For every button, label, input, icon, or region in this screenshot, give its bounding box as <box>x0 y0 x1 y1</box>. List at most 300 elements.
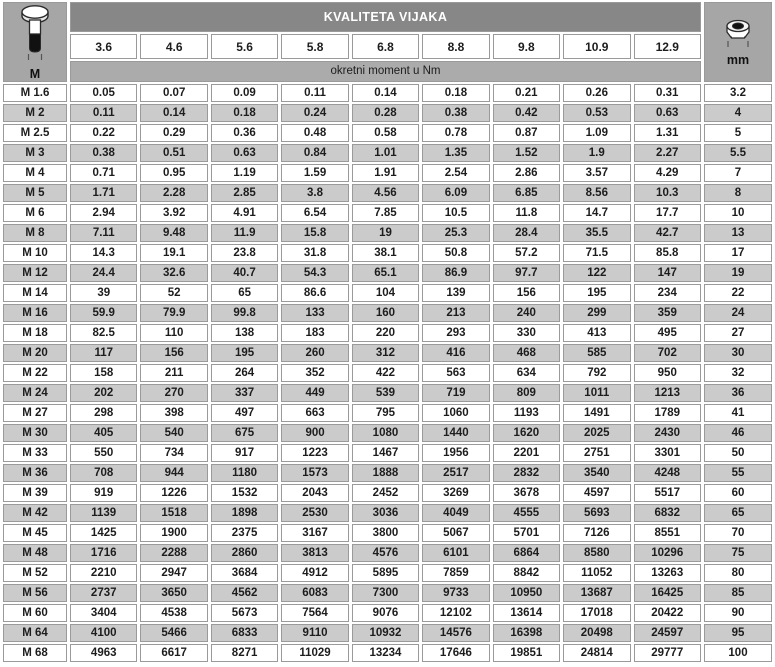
torque-value: 183 <box>281 324 348 342</box>
bolt-size-label: M 42 <box>3 504 67 522</box>
torque-value: 3.8 <box>281 184 348 202</box>
torque-value: 138 <box>211 324 278 342</box>
torque-value: 19.1 <box>140 244 207 262</box>
table-row <box>3 124 772 142</box>
torque-value: 8580 <box>563 544 630 562</box>
torque-value: 0.38 <box>422 104 489 122</box>
torque-value: 5673 <box>211 604 278 622</box>
torque-value: 6864 <box>493 544 560 562</box>
bolt-size-label: M 33 <box>3 444 67 462</box>
torque-value: 1.71 <box>70 184 137 202</box>
torque-value: 497 <box>211 404 278 422</box>
torque-value: 4597 <box>563 484 630 502</box>
torque-value: 52 <box>140 284 207 302</box>
bolt-size-label: M 10 <box>3 244 67 262</box>
torque-value: 900 <box>281 424 348 442</box>
wrench-size-value: 65 <box>704 504 772 522</box>
wrench-size-value: 7 <box>704 164 772 182</box>
torque-value: 234 <box>634 284 702 302</box>
torque-value: 0.51 <box>140 144 207 162</box>
torque-value: 13234 <box>352 644 419 662</box>
bolt-size-label: M 22 <box>3 364 67 382</box>
torque-value: 495 <box>634 324 702 342</box>
torque-value: 14.3 <box>70 244 137 262</box>
torque-value: 9110 <box>281 624 348 642</box>
torque-value: 3540 <box>563 464 630 482</box>
table-row <box>3 624 772 642</box>
torque-value: 5701 <box>493 524 560 542</box>
torque-value: 10950 <box>493 584 560 602</box>
wrench-size-value: 13 <box>704 224 772 242</box>
torque-value: 540 <box>140 424 207 442</box>
torque-value: 0.95 <box>140 164 207 182</box>
torque-value: 1.52 <box>493 144 560 162</box>
wrench-size-value: 10 <box>704 204 772 222</box>
torque-value: 0.48 <box>281 124 348 142</box>
torque-value: 4555 <box>493 504 560 522</box>
torque-value: 1.01 <box>352 144 419 162</box>
torque-value: 1226 <box>140 484 207 502</box>
torque-value: 1223 <box>281 444 348 462</box>
table-row <box>3 424 772 442</box>
torque-value: 917 <box>211 444 278 462</box>
torque-value: 1440 <box>422 424 489 442</box>
torque-value: 4100 <box>70 624 137 642</box>
torque-value: 264 <box>211 364 278 382</box>
bolt-size-label: M 18 <box>3 324 67 342</box>
torque-value: 11.9 <box>211 224 278 242</box>
torque-value: 2.86 <box>493 164 560 182</box>
wrench-size-value: 50 <box>704 444 772 462</box>
torque-value: 4576 <box>352 544 419 562</box>
wrench-size-value: 60 <box>704 484 772 502</box>
torque-value: 2530 <box>281 504 348 522</box>
torque-value: 71.5 <box>563 244 630 262</box>
torque-value: 4049 <box>422 504 489 522</box>
torque-value: 20422 <box>634 604 702 622</box>
torque-value: 12102 <box>422 604 489 622</box>
torque-value: 468 <box>493 344 560 362</box>
bolt-size-label: M 20 <box>3 344 67 362</box>
wrench-size-value: 90 <box>704 604 772 622</box>
torque-value: 240 <box>493 304 560 322</box>
torque-value: 2.94 <box>70 204 137 222</box>
torque-value: 7.85 <box>352 204 419 222</box>
torque-value: 2832 <box>493 464 560 482</box>
torque-value: 25.3 <box>422 224 489 242</box>
torque-value: 133 <box>281 304 348 322</box>
torque-value: 0.11 <box>281 84 348 102</box>
torque-value: 6083 <box>281 584 348 602</box>
torque-value: 50.8 <box>422 244 489 262</box>
table-row <box>3 404 772 422</box>
torque-value: 7126 <box>563 524 630 542</box>
torque-value: 298 <box>70 404 137 422</box>
torque-value: 0.24 <box>281 104 348 122</box>
torque-value: 0.28 <box>352 104 419 122</box>
torque-value: 2.28 <box>140 184 207 202</box>
torque-value: 1573 <box>281 464 348 482</box>
torque-value: 4.29 <box>634 164 702 182</box>
torque-value: 2751 <box>563 444 630 462</box>
torque-value: 1467 <box>352 444 419 462</box>
torque-value: 4562 <box>211 584 278 602</box>
torque-value: 11.8 <box>493 204 560 222</box>
torque-value: 0.53 <box>563 104 630 122</box>
torque-value: 122 <box>563 264 630 282</box>
table-row <box>3 524 772 542</box>
table-row <box>3 84 772 102</box>
torque-value: 1193 <box>493 404 560 422</box>
torque-value: 2452 <box>352 484 419 502</box>
torque-value: 42.7 <box>634 224 702 242</box>
torque-value: 211 <box>140 364 207 382</box>
torque-value: 29777 <box>634 644 702 662</box>
torque-value: 359 <box>634 304 702 322</box>
torque-value: 3650 <box>140 584 207 602</box>
torque-value: 1888 <box>352 464 419 482</box>
torque-value: 213 <box>422 304 489 322</box>
bolt-size-label: M 12 <box>3 264 67 282</box>
torque-value: 1011 <box>563 384 630 402</box>
bolt-size-label: M 8 <box>3 224 67 242</box>
torque-value: 2430 <box>634 424 702 442</box>
torque-value: 86.6 <box>281 284 348 302</box>
quality-header-row <box>3 34 772 58</box>
torque-value: 20498 <box>563 624 630 642</box>
torque-value: 1080 <box>352 424 419 442</box>
table-row <box>3 204 772 222</box>
torque-value: 10296 <box>634 544 702 562</box>
torque-value: 0.36 <box>211 124 278 142</box>
wrench-size-value: 100 <box>704 644 772 662</box>
bolt-size-label: M 36 <box>3 464 67 482</box>
bolt-size-label: M 30 <box>3 424 67 442</box>
torque-value: 7.11 <box>70 224 137 242</box>
bolt-icon <box>15 3 55 66</box>
torque-value: 79.9 <box>140 304 207 322</box>
torque-value: 260 <box>281 344 348 362</box>
nut-icon <box>716 17 760 52</box>
torque-value: 57.2 <box>493 244 560 262</box>
torque-value: 11052 <box>563 564 630 582</box>
torque-value: 2025 <box>563 424 630 442</box>
torque-value: 24597 <box>634 624 702 642</box>
torque-value: 1620 <box>493 424 560 442</box>
bolt-size-label: M 68 <box>3 644 67 662</box>
torque-value: 0.63 <box>634 104 702 122</box>
torque-value: 97.7 <box>493 264 560 282</box>
torque-value: 19 <box>352 224 419 242</box>
torque-value: 0.58 <box>352 124 419 142</box>
torque-value: 792 <box>563 364 630 382</box>
torque-value: 1518 <box>140 504 207 522</box>
torque-value: 0.11 <box>70 104 137 122</box>
torque-value: 0.14 <box>140 104 207 122</box>
torque-value: 1.31 <box>634 124 702 142</box>
bolt-size-label: M 2.5 <box>3 124 67 142</box>
wrench-size-value: 80 <box>704 564 772 582</box>
table-row <box>3 564 772 582</box>
torque-value: 3813 <box>281 544 348 562</box>
wrench-size-value: 85 <box>704 584 772 602</box>
wrench-size-value: 27 <box>704 324 772 342</box>
torque-value: 1139 <box>70 504 137 522</box>
torque-value: 31.8 <box>281 244 348 262</box>
torque-value: 9733 <box>422 584 489 602</box>
bolt-size-label: M 39 <box>3 484 67 502</box>
torque-value: 85.8 <box>634 244 702 262</box>
torque-value: 0.42 <box>493 104 560 122</box>
torque-value: 2.85 <box>211 184 278 202</box>
torque-value: 2201 <box>493 444 560 462</box>
torque-value: 0.18 <box>211 104 278 122</box>
torque-value: 117 <box>70 344 137 362</box>
torque-value: 4248 <box>634 464 702 482</box>
quality-column-header: 5.8 <box>281 34 348 58</box>
table-row <box>3 484 772 502</box>
torque-value: 59.9 <box>70 304 137 322</box>
wrench-size-value: 22 <box>704 284 772 302</box>
torque-value: 23.8 <box>211 244 278 262</box>
torque-value: 1060 <box>422 404 489 422</box>
torque-value: 2043 <box>281 484 348 502</box>
bolt-size-label: M 5 <box>3 184 67 202</box>
wrench-size-value: 32 <box>704 364 772 382</box>
wrench-size-value: 17 <box>704 244 772 262</box>
torque-value: 4.91 <box>211 204 278 222</box>
table-row <box>3 644 772 662</box>
bolt-size-label: M 24 <box>3 384 67 402</box>
torque-value: 3167 <box>281 524 348 542</box>
bolt-size-label: M 3 <box>3 144 67 162</box>
torque-value: 1956 <box>422 444 489 462</box>
torque-value: 65 <box>211 284 278 302</box>
torque-value: 158 <box>70 364 137 382</box>
torque-value: 413 <box>563 324 630 342</box>
torque-value: 8.56 <box>563 184 630 202</box>
torque-value: 0.63 <box>211 144 278 162</box>
torque-value: 352 <box>281 364 348 382</box>
bolt-size-label: M 52 <box>3 564 67 582</box>
bolt-size-label: M 1.6 <box>3 84 67 102</box>
torque-value: 82.5 <box>70 324 137 342</box>
quality-column-header: 3.6 <box>70 34 137 58</box>
torque-value: 0.71 <box>70 164 137 182</box>
table-row <box>3 444 772 462</box>
bolt-size-label: M 6 <box>3 204 67 222</box>
torque-value: 1.9 <box>563 144 630 162</box>
torque-value: 1.35 <box>422 144 489 162</box>
torque-value: 539 <box>352 384 419 402</box>
bolt-size-label: M 4 <box>3 164 67 182</box>
torque-value: 0.21 <box>493 84 560 102</box>
torque-value: 3.57 <box>563 164 630 182</box>
torque-value: 809 <box>493 384 560 402</box>
torque-value: 5466 <box>140 624 207 642</box>
torque-value: 13614 <box>493 604 560 622</box>
wrench-size-value: 55 <box>704 464 772 482</box>
torque-value: 7564 <box>281 604 348 622</box>
torque-value: 9.48 <box>140 224 207 242</box>
torque-value: 675 <box>211 424 278 442</box>
torque-value: 6.85 <box>493 184 560 202</box>
torque-value: 14576 <box>422 624 489 642</box>
torque-value: 0.22 <box>70 124 137 142</box>
torque-value: 702 <box>634 344 702 362</box>
wrench-size-value: 5.5 <box>704 144 772 162</box>
torque-value: 270 <box>140 384 207 402</box>
torque-value: 10.5 <box>422 204 489 222</box>
bolt-size-label: M 45 <box>3 524 67 542</box>
torque-value: 299 <box>563 304 630 322</box>
bolt-size-label: M 56 <box>3 584 67 602</box>
torque-value: 663 <box>281 404 348 422</box>
torque-value: 5693 <box>563 504 630 522</box>
torque-value: 9076 <box>352 604 419 622</box>
torque-value: 13263 <box>634 564 702 582</box>
torque-value: 86.9 <box>422 264 489 282</box>
wrench-size-value: 24 <box>704 304 772 322</box>
torque-value: 1491 <box>563 404 630 422</box>
torque-value: 54.3 <box>281 264 348 282</box>
torque-value: 634 <box>493 364 560 382</box>
torque-value: 449 <box>281 384 348 402</box>
torque-value: 38.1 <box>352 244 419 262</box>
torque-value: 337 <box>211 384 278 402</box>
torque-value: 0.38 <box>70 144 137 162</box>
torque-value: 7300 <box>352 584 419 602</box>
table-subtitle: okretni moment u Nm <box>70 61 701 82</box>
torque-value: 104 <box>352 284 419 302</box>
torque-value: 950 <box>634 364 702 382</box>
torque-value: 5517 <box>634 484 702 502</box>
torque-value: 0.09 <box>211 84 278 102</box>
torque-value: 13687 <box>563 584 630 602</box>
torque-value: 0.07 <box>140 84 207 102</box>
torque-value: 1213 <box>634 384 702 402</box>
torque-value: 24814 <box>563 644 630 662</box>
torque-value: 0.14 <box>352 84 419 102</box>
torque-value: 19851 <box>493 644 560 662</box>
torque-value: 3.92 <box>140 204 207 222</box>
subtitle-row <box>3 61 772 82</box>
torque-value: 11029 <box>281 644 348 662</box>
torque-value: 4912 <box>281 564 348 582</box>
wrench-size-value: 4 <box>704 104 772 122</box>
torque-value: 3036 <box>352 504 419 522</box>
torque-value: 1180 <box>211 464 278 482</box>
torque-value: 3269 <box>422 484 489 502</box>
table-row <box>3 284 772 302</box>
table-row <box>3 464 772 482</box>
table-row <box>3 224 772 242</box>
torque-value: 2288 <box>140 544 207 562</box>
torque-value: 585 <box>563 344 630 362</box>
torque-value: 1716 <box>70 544 137 562</box>
torque-value: 795 <box>352 404 419 422</box>
table-title: KVALITETA VIJAKA <box>70 2 701 32</box>
torque-value: 0.29 <box>140 124 207 142</box>
torque-value: 8842 <box>493 564 560 582</box>
torque-value: 14.7 <box>563 204 630 222</box>
torque-value: 2947 <box>140 564 207 582</box>
torque-value: 156 <box>140 344 207 362</box>
torque-value: 1.19 <box>211 164 278 182</box>
wrench-size-value: 19 <box>704 264 772 282</box>
torque-value: 2860 <box>211 544 278 562</box>
torque-value: 3404 <box>70 604 137 622</box>
torque-value: 2.27 <box>634 144 702 162</box>
torque-value: 4963 <box>70 644 137 662</box>
bolt-header-cell <box>3 2 67 82</box>
torque-value: 10932 <box>352 624 419 642</box>
table-row <box>3 324 772 342</box>
torque-value: 2375 <box>211 524 278 542</box>
torque-value: 0.31 <box>634 84 702 102</box>
torque-value: 0.87 <box>493 124 560 142</box>
wrench-size-value: 75 <box>704 544 772 562</box>
torque-value: 10.3 <box>634 184 702 202</box>
table-row <box>3 144 772 162</box>
wrench-size-value: 36 <box>704 384 772 402</box>
torque-value: 550 <box>70 444 137 462</box>
torque-value: 4538 <box>140 604 207 622</box>
torque-value: 0.26 <box>563 84 630 102</box>
quality-column-header: 5.6 <box>211 34 278 58</box>
torque-value: 7859 <box>422 564 489 582</box>
torque-value: 17018 <box>563 604 630 622</box>
torque-value: 563 <box>422 364 489 382</box>
wrench-size-value: 70 <box>704 524 772 542</box>
torque-value: 6101 <box>422 544 489 562</box>
row-header-label: M <box>29 67 41 81</box>
torque-value: 1.59 <box>281 164 348 182</box>
torque-value: 3678 <box>493 484 560 502</box>
table-row <box>3 504 772 522</box>
torque-value: 39 <box>70 284 137 302</box>
torque-value: 1898 <box>211 504 278 522</box>
torque-value: 6832 <box>634 504 702 522</box>
wrench-size-value: 95 <box>704 624 772 642</box>
torque-value: 919 <box>70 484 137 502</box>
bolt-size-label: M 16 <box>3 304 67 322</box>
torque-value: 293 <box>422 324 489 342</box>
torque-value: 0.84 <box>281 144 348 162</box>
quality-column-header: 12.9 <box>634 34 702 58</box>
torque-value: 8271 <box>211 644 278 662</box>
wrench-size-value: 5 <box>704 124 772 142</box>
torque-value: 15.8 <box>281 224 348 242</box>
torque-value: 0.05 <box>70 84 137 102</box>
table-row <box>3 104 772 122</box>
quality-column-header: 6.8 <box>352 34 419 58</box>
table-row <box>3 164 772 182</box>
torque-value: 5067 <box>422 524 489 542</box>
torque-value: 3800 <box>352 524 419 542</box>
torque-value: 195 <box>563 284 630 302</box>
torque-value: 6833 <box>211 624 278 642</box>
torque-value: 17646 <box>422 644 489 662</box>
wrench-size-value: 46 <box>704 424 772 442</box>
torque-value: 2.54 <box>422 164 489 182</box>
torque-value: 944 <box>140 464 207 482</box>
torque-value: 6.54 <box>281 204 348 222</box>
torque-value: 139 <box>422 284 489 302</box>
torque-value: 2517 <box>422 464 489 482</box>
torque-value: 147 <box>634 264 702 282</box>
torque-value: 4.56 <box>352 184 419 202</box>
